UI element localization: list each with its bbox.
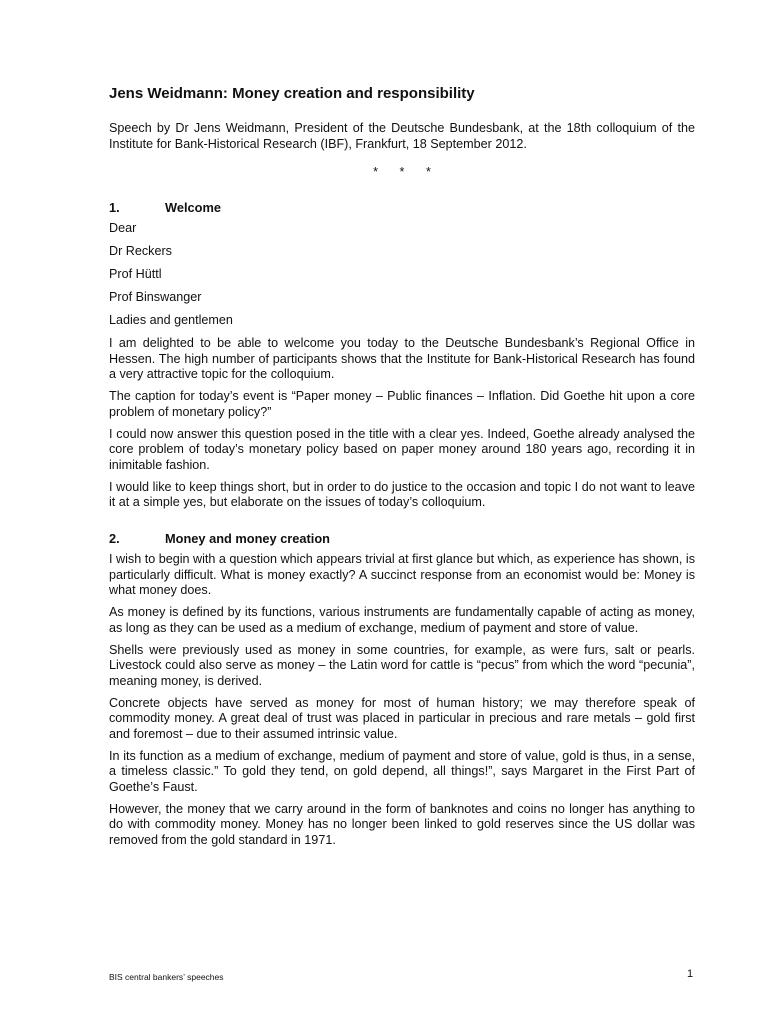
page-number: 1 [687, 968, 694, 980]
section-1-title: Welcome [165, 200, 221, 215]
footer-source: BIS central bankers’ speeches [109, 972, 224, 982]
section-gap [109, 517, 695, 531]
section-separator: * * * [373, 165, 431, 179]
salutation-line: Ladies and gentlemen [109, 313, 233, 327]
section-1-heading [109, 200, 695, 216]
section-1-number: 1. [109, 200, 120, 215]
body-paragraph: The caption for today’s event is “Paper money – Public finances – Inflation. Did Goethe hit upon a core problem of monetary policy?” [109, 389, 695, 419]
body-paragraph: I wish to begin with a question which appears trivial at first glance but which, as experience has shown, is particularly difficult. What is money exactly? A succinct response from an economist would be: Money is what money does. [109, 552, 695, 597]
intro-paragraph: Speech by Dr Jens Weidmann, President of the Deutsche Bundesbank, at the 18th colloquium of the Institute for Bank-Historical Research (IBF), Frankfurt, 18 September 2012. [109, 121, 695, 151]
body-paragraph: However, the money that we carry around in the form of banknotes and coins no longer has anything to do with commodity money. Money has no longer been linked to gold reserves since the US dollar was removed from the gold standard in 1971. [109, 801, 695, 847]
salutation-line: Prof Binswanger [109, 290, 202, 304]
body-paragraph: Shells were previously used as money in some countries, for example, as were furs, salt or pearls. Livestock could also serve as money – the Latin word for cattle is “pecus” from which the word “pecunia”, meaning money, is derived. [109, 642, 695, 688]
document-body [109, 84, 695, 855]
document-title: Jens Weidmann: Money creation and responsibility [109, 85, 475, 102]
salutation-line: Dr Reckers [109, 244, 172, 258]
body-paragraph: Concrete objects have served as money for most of human history; we may therefore speak of commodity money. A great deal of trust was placed in particular in precious and rare metals – gold first and foremost – due to their assumed intrinsic value. [109, 695, 695, 741]
section-2-title: Money and money creation [165, 531, 330, 546]
body-paragraph: I am delighted to be able to welcome you today to the Deutsche Bundesbank’s Regional Office in Hessen. The high number of participants shows that the Institute for Bank-Historical Research has found a very attractive topic for the colloquium. [109, 336, 695, 381]
salutation-line: Prof Hüttl [109, 267, 162, 281]
section-2-heading [109, 531, 695, 547]
body-paragraph: In its function as a medium of exchange, medium of payment and store of value, gold is thus, in a sense, a timeless classic.” To gold they tend, on gold depend, all things!”, says Margaret in the First Part of Goethe’s Faust. [109, 748, 695, 794]
body-paragraph: I would like to keep things short, but in order to do justice to the occasion and topic I do not want to leave it at a simple yes, but elaborate on the issues of today’s colloquium. [109, 479, 695, 509]
body-paragraph: I could now answer this question posed in the title with a clear yes. Indeed, Goethe already analysed the core problem of today’s monetary policy based on paper money around 180 years ago, recording it in inimitable fashion. [109, 426, 695, 472]
section-2-number: 2. [109, 531, 120, 546]
salutation-line: Dear [109, 221, 137, 235]
body-paragraph: As money is defined by its functions, various instruments are fundamentally capable of acting as money, as long as they can be used as a medium of exchange, medium of payment and store of value. [109, 605, 695, 635]
